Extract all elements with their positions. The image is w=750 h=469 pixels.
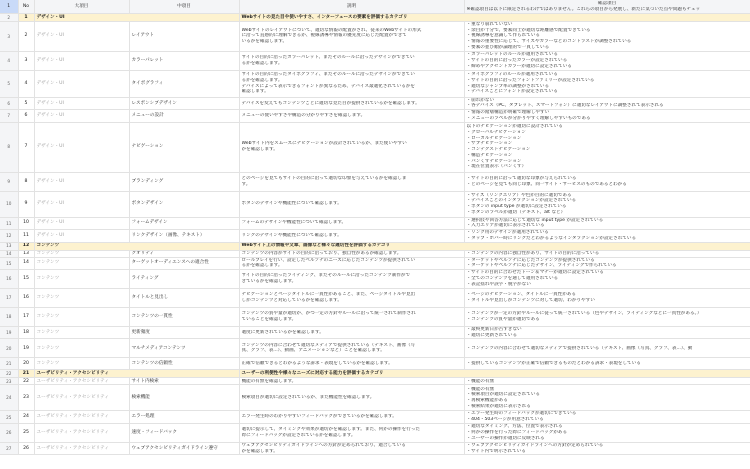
checklist-line: ・コンテンツの内容に独自性があり、サイトの目的に沿っている <box>466 250 600 256</box>
cell-subcategory[interactable]: ウェブアクセシビリティガイドライン遵守 <box>129 442 239 454</box>
table-row <box>0 423 750 442</box>
table-row <box>0 230 750 242</box>
cell-category[interactable]: デザイン・UI <box>34 217 129 229</box>
checklist-line: ・カラーパレットのルールが適用されている <box>466 52 559 58</box>
description-line: しがコンテンツと対応しているかを確認します。 <box>241 298 342 304</box>
cell-no[interactable]: 6 <box>18 110 34 122</box>
cell-no[interactable]: 11 <box>18 230 34 242</box>
row-number[interactable]: 17 <box>0 289 18 308</box>
section-title[interactable]: コンテンツ <box>34 242 239 250</box>
row-number[interactable]: 23 <box>0 378 18 385</box>
row-number[interactable]: 24 <box>0 385 18 411</box>
checklist-line: ・機能の有無 <box>466 378 495 384</box>
table-body <box>0 14 750 455</box>
cell-no[interactable]: 22 <box>18 378 34 385</box>
row-number[interactable]: 10 <box>0 191 18 217</box>
row-number[interactable]: 2 <box>0 14 18 22</box>
checklist-line: ・リンク用のデザインが適用されている <box>466 230 549 236</box>
section-row <box>0 242 750 250</box>
checklist-line: ・サブナビゲーション <box>466 141 513 147</box>
checklist-line: ・サイトの目的に合わせたトーン＆マナーが適切に設定されている <box>466 270 604 276</box>
cell-no[interactable]: 17 <box>18 308 34 327</box>
cell-subcategory[interactable]: リンクデザイン（画像、テキスト） <box>129 230 239 242</box>
cell-no[interactable]: 2 <box>18 22 34 52</box>
row-number[interactable]: 26 <box>0 423 18 442</box>
checklist-line: ・サイトの目的に沿って適切な印象が与えられている <box>466 175 577 181</box>
description-line: ボタンのデザインや機能性について確認します。 <box>241 201 342 207</box>
column-header-row <box>0 0 750 14</box>
row-number[interactable]: 16 <box>0 270 18 289</box>
checklist-line: ・検索結果が適切に表示される <box>466 403 531 409</box>
table-row <box>0 217 750 229</box>
description-line: 真、グラフ、表...）、動画、アニメーションなど）ことを確認します。 <box>241 348 385 354</box>
cell-description[interactable] <box>239 339 464 358</box>
cell-subcategory[interactable]: マルチメディアコンテンツ <box>129 339 239 358</box>
description-line: 適度に更新されているかを確認します。 <box>241 329 324 335</box>
cell-category[interactable]: コンテンツ <box>34 289 129 308</box>
checklist-line: ・全てのコンテンツを通して適用されている <box>466 276 559 282</box>
cell-subcategory[interactable]: レスポンシブデザイン <box>129 97 239 109</box>
cell-category[interactable]: デザイン・UI <box>34 172 129 191</box>
table-row <box>0 97 750 109</box>
checklist-line: ・締めやアクセントカラーが適切に設定されている <box>466 63 572 69</box>
description-line: ウェブアクセシビリティガイドラインへの方針が定められており、適合している <box>241 442 406 448</box>
cell-subcategory[interactable]: フォームデザイン <box>129 217 239 229</box>
section-title[interactable]: ユーザビリティ・アクセシビリティ <box>34 370 239 378</box>
header-subcategory[interactable]: 中項目 <box>129 0 239 14</box>
checklist-line: ・デバイスごとのインタラクションが設定されている <box>466 198 577 204</box>
table-row <box>0 110 750 122</box>
row-number[interactable]: 8 <box>0 122 18 172</box>
section-description[interactable]: ユーザーの利便性や様々なニーズに対応する能力を評価するカテゴリ <box>239 370 750 378</box>
cell-checklist[interactable] <box>464 97 750 109</box>
cell-no[interactable]: 1 <box>18 14 34 22</box>
row-number[interactable]: 13 <box>0 242 18 250</box>
checklist-line: ・再検索機能がある <box>466 397 508 403</box>
description-line: コンテンツの質や量が適切か、かつ一定の方針やルールに沿って統一されて制作され <box>241 311 416 317</box>
cell-description[interactable] <box>239 385 464 411</box>
checklist-line: ・要素の並び順が論理的で一貫している <box>466 44 550 50</box>
cell-checklist[interactable] <box>464 339 750 358</box>
cell-category[interactable]: コンテンツ <box>34 308 129 327</box>
checklist-line: ・視線誘導を意識して作られている <box>466 33 541 39</box>
cell-subcategory[interactable]: メニューの設計 <box>129 110 239 122</box>
cell-description[interactable] <box>239 411 464 423</box>
checklist-line: ・ボタンのラベルが適切（テキスト、alt など） <box>466 209 566 215</box>
checklist-line: ・コンテクストナビゲーション <box>466 147 531 153</box>
cell-subcategory[interactable]: タイポグラフィ <box>129 70 239 97</box>
checklist-line: ・メニューのラベルが分かりやすく理解しやすいものである <box>466 115 591 121</box>
row-number[interactable]: 15 <box>0 257 18 269</box>
cell-description[interactable] <box>239 250 464 257</box>
cell-checklist[interactable] <box>464 230 750 242</box>
table-row <box>0 442 750 454</box>
checklist-line: ・重なり崩れていない <box>466 22 513 27</box>
checklist-line: ・パンくずナビゲーション <box>466 158 522 164</box>
cell-checklist[interactable] <box>464 411 750 423</box>
cell-no[interactable]: 25 <box>18 423 34 442</box>
description-line: サイトの目的に沿ったタイポグラフィ、またそのルールに沿ったデザインができてい <box>241 72 415 78</box>
description-line: るかを確認します。 <box>241 77 283 83</box>
header-checklist-note: ※確認項目は以下に限定されるわけではありません。これらの項目から発展し、新たに気づいた点や問題もチェッ <box>466 6 701 12</box>
table-row <box>0 70 750 97</box>
description-line: 検索項目が適切に設定されているか、また機能性を確認します。 <box>241 395 375 401</box>
cell-checklist[interactable] <box>464 51 750 70</box>
row-number[interactable]: 19 <box>0 327 18 339</box>
cell-description[interactable] <box>239 22 464 52</box>
description-line: かを確認します。 <box>241 448 278 454</box>
cell-checklist[interactable] <box>464 70 750 97</box>
table-row <box>0 257 750 269</box>
cell-no[interactable]: 18 <box>18 327 34 339</box>
cell-category[interactable]: コンテンツ <box>34 270 129 289</box>
checklist-line: ・崩れがない <box>466 97 495 103</box>
cell-subcategory[interactable]: クオリティ <box>129 250 239 257</box>
header-no[interactable]: No <box>18 0 34 14</box>
table-row <box>0 250 750 257</box>
cell-category[interactable]: デザイン・UI <box>34 110 129 122</box>
checklist-line: 以下のナビゲーションが適切に設計されている <box>466 124 563 130</box>
description-line: きているかを確認します。 <box>241 279 297 285</box>
checklist-line: ・余白が十分で、要素同士が適切な距離感で配置できている <box>466 27 591 33</box>
cell-subcategory[interactable]: 速度・フィードバック <box>129 423 239 442</box>
cell-description[interactable] <box>239 97 464 109</box>
description-line: いるかを確認します。 <box>241 39 288 45</box>
description-line: ロールプレイを行い、設定したペルソナのニーズに応じたコンテンツが提供されてい <box>241 257 416 263</box>
description-line: リンクのデザインや機能性について確認します。 <box>241 232 342 238</box>
section-row <box>0 14 750 22</box>
checklist-line: ・ターゲットやペルソナに応じたデザイン、ライティングで作られている <box>466 263 617 269</box>
cell-subcategory[interactable]: タイトルと見出し <box>129 289 239 308</box>
cell-category[interactable]: デザイン・UI <box>34 97 129 109</box>
checklist-line: ・最終更新日が古すぎない <box>466 327 522 333</box>
checklist-line: ・ウェブアクセシビリティガイドラインへの方針が定められている <box>466 442 604 448</box>
cell-description[interactable] <box>239 257 464 269</box>
checklist-line: ・404・503ページが用意されている <box>466 417 544 423</box>
cell-checklist[interactable] <box>464 289 750 308</box>
checklist-line: ・コンテンツが一定の方針やルールに従って統一されている（色やデザイン、ライティングなどに一貫性がある。） <box>466 311 702 317</box>
cell-checklist[interactable] <box>464 217 750 229</box>
checklist-line: ・サイトの目的に沿ったカラーが設定されている <box>466 57 568 63</box>
checklist-line: ・表記揺れや誤字・脱字がない <box>466 281 531 287</box>
cell-checklist[interactable] <box>464 378 750 385</box>
cell-no[interactable]: 26 <box>18 442 34 454</box>
checklist-line: ・ターゲットやペルソナに応じたコンテンツが提供されている <box>466 257 595 263</box>
cell-category[interactable]: デザイン・UI <box>34 51 129 70</box>
checklist-line: ・ページのナビゲーション、タイトルに一貫性がある <box>466 292 577 298</box>
cell-no[interactable]: 5 <box>18 97 34 109</box>
checklist-line: ・グローバルナビゲーション <box>466 129 526 135</box>
cell-category[interactable]: デザイン・UI <box>34 230 129 242</box>
description-line: 適切に提示して、タイミングや効果が適切かを確認します。また、何かの操作を行った <box>241 427 421 433</box>
cell-category[interactable]: デザイン・UI <box>34 191 129 217</box>
cell-checklist[interactable] <box>464 191 750 217</box>
checklist-line: ・提供しているコンテンツが正確で信頼できるものだとわかる訴求・表現をしている <box>466 361 641 367</box>
checklist-line: ・選択肢や回答方法に応じて適切な input type が設定されている <box>466 217 604 223</box>
cell-description[interactable] <box>239 230 464 242</box>
cell-checklist[interactable] <box>464 308 750 327</box>
table-row <box>0 270 750 289</box>
cell-category[interactable]: デザイン・UI <box>34 70 129 97</box>
checklist-line: ・ボタンの input type が適切に設定されている <box>466 204 567 210</box>
cell-checklist[interactable] <box>464 257 750 269</box>
table-row <box>0 308 750 327</box>
description-line: す。 <box>241 181 251 187</box>
row-number[interactable]: 14 <box>0 250 18 257</box>
description-line: るかを確認します。 <box>241 60 283 66</box>
table-row <box>0 339 750 358</box>
cell-description[interactable] <box>239 327 464 339</box>
table-row <box>0 378 750 385</box>
checklist-line: ・タイポグラフィのルールが適用されている <box>466 72 558 78</box>
cell-category[interactable]: ユーザビリティ・アクセシビリティ <box>34 378 129 385</box>
checklist-line: ・サイズ（リンクエリア）や色が目的に適切である <box>466 192 572 198</box>
checklist-line: ・入力エリアが適切に表示されている <box>466 223 545 229</box>
checklist-line: ・ユーザーの操作が適切に反映される <box>466 435 545 441</box>
row-number[interactable]: 9 <box>0 172 18 191</box>
row-number[interactable]: 22 <box>0 370 18 378</box>
cell-no[interactable]: 14 <box>18 257 34 269</box>
cell-category[interactable]: ユーザビリティ・アクセシビリティ <box>34 385 129 411</box>
checklist-line: ・タイトルや見出しがコンテンツに対して適切、わかりやすい <box>466 298 595 304</box>
cell-description[interactable] <box>239 110 464 122</box>
cell-description[interactable] <box>239 51 464 70</box>
section-title[interactable]: デザイン・UI <box>34 14 239 22</box>
cell-checklist[interactable] <box>464 110 750 122</box>
table-row <box>0 327 750 339</box>
cell-category[interactable]: ユーザビリティ・アクセシビリティ <box>34 411 129 423</box>
description-line: デバイスを変えてもコンテンツごとに適切な見た目が提供されているかを確認します。 <box>241 100 420 106</box>
checklist-line: ・情報の階層構造が明確で理解しやすい <box>466 110 550 116</box>
cell-category[interactable]: コンテンツ <box>34 339 129 358</box>
cell-description[interactable] <box>239 289 464 308</box>
cell-no[interactable]: 10 <box>18 217 34 229</box>
cell-subcategory[interactable]: エラー処理 <box>129 411 239 423</box>
description-line: サイトの目的に沿ったライティング、またそのルールに沿ったコンテンツ制作がで <box>241 273 411 279</box>
row-number[interactable]: 20 <box>0 339 18 358</box>
checklist-line: ・検索項目が適切に設定されている <box>466 392 541 398</box>
cell-no[interactable]: 16 <box>18 289 34 308</box>
checklist-line: ・デバイスごとにフォントが設定されている <box>466 89 558 95</box>
cell-subcategory[interactable]: 検索機能 <box>129 385 239 411</box>
description-line: サイトの目的に沿ったカラーパレット、またそのルールに沿ったデザインができてい <box>241 54 415 60</box>
cell-checklist[interactable] <box>464 442 750 454</box>
cell-checklist[interactable] <box>464 270 750 289</box>
header-category[interactable]: 大項目 <box>34 0 129 14</box>
cell-description[interactable] <box>239 358 464 370</box>
checklist-line: ・現在位置表示（パンくず） <box>466 164 527 170</box>
cell-no[interactable]: 23 <box>18 385 34 411</box>
cell-no[interactable]: 4 <box>18 70 34 97</box>
header-checklist-title: 確認項目 <box>597 1 617 7</box>
cell-description[interactable] <box>239 191 464 217</box>
checklist-line: ・サイト内で明示されている <box>466 448 526 454</box>
checklist-line: ・情報の重要性に応じて、サイズやカラーなどのコントラストが調整されている <box>466 39 632 45</box>
row-number[interactable]: 18 <box>0 308 18 327</box>
cell-subcategory[interactable]: カラーパレット <box>129 51 239 70</box>
table-row <box>0 358 750 370</box>
cell-subcategory[interactable]: サイト内検索 <box>129 378 239 385</box>
cell-no[interactable]: 21 <box>18 370 34 378</box>
description-line: メニューの使いやすさや構造の分かりやすさを確認します。 <box>241 113 366 118</box>
description-line: コンテンツの内容に合わせて適切なメディアで提供されている（テキスト、画像（写 <box>241 342 416 348</box>
description-line: エラー発生時のわかりやすいフィードバックができているかを確認します。 <box>241 414 397 420</box>
description-line: Webサイトのレイアウトについて、適切な情報の配置がされ、従来のWebサイトの形式 <box>241 27 422 33</box>
checklist-line: ・コンテンツの内容に合わせて適切なメディアで提供されている（テキスト、画像（写真、グラフ、表...）、動 <box>466 345 693 351</box>
table-row <box>0 411 750 423</box>
description-line: 機能の有無を確認します。 <box>241 378 297 384</box>
cell-no[interactable]: 20 <box>18 358 34 370</box>
cell-subcategory[interactable]: ターゲットオーディエンスへの適合性 <box>129 257 239 269</box>
cell-no[interactable]: 7 <box>18 122 34 172</box>
checklist-line: ・何かの操作を行った際にフィードバックがある <box>466 430 568 436</box>
table-row <box>0 385 750 411</box>
description-line: どのページを見てもサイトの目的に沿って適切な印象を与えているかを確認しま <box>241 175 407 181</box>
checklist-line: ・適切に更新されている <box>466 332 518 338</box>
cell-category[interactable]: コンテンツ <box>34 257 129 269</box>
table-row <box>0 289 750 308</box>
description-line: 正確で信頼できるとわかるような訴求・表現をしているかを確認します。 <box>241 361 393 367</box>
cell-description[interactable] <box>239 270 464 289</box>
row-number[interactable]: 21 <box>0 358 18 370</box>
checklist-line: ・構造ナビゲーション <box>466 152 513 158</box>
checklist-line: ・どのページを見ても同じ印象、同一サイト・サービスのものであるとわかる <box>466 181 627 187</box>
cell-category[interactable]: コンテンツ <box>34 327 129 339</box>
cell-checklist[interactable] <box>464 250 750 257</box>
cell-checklist[interactable] <box>464 122 750 172</box>
table-row <box>0 22 750 52</box>
checklist-line: ・サイトの目的に沿ったフォントファミリーが設定されている <box>466 77 595 83</box>
cell-checklist[interactable] <box>464 22 750 52</box>
checklist-line: ・機能の有無 <box>466 386 495 392</box>
row-number[interactable]: 4 <box>0 51 18 70</box>
description-line: コンテンツの内容がサイトの目的に沿っており、独自性があるか確認します。 <box>241 250 402 256</box>
cell-no[interactable]: 8 <box>18 172 34 191</box>
cell-category[interactable]: デザイン・UI <box>34 22 129 52</box>
description-line: るかを確認します。 <box>241 263 283 269</box>
cell-category[interactable]: ユーザビリティ・アクセシビリティ <box>34 442 129 454</box>
description-line: フォームのデザインや機能性について確認します。 <box>241 220 347 226</box>
corner-cell[interactable] <box>0 0 18 14</box>
cell-subcategory[interactable]: 更新頻度 <box>129 327 239 339</box>
section-description[interactable]: Webサイト上の情報や文章、画像など様々な適切性を評価するカテゴリ <box>239 242 750 250</box>
table-row <box>0 51 750 70</box>
cell-description[interactable] <box>239 172 464 191</box>
description-line: 確認します。 <box>241 89 269 95</box>
cell-checklist[interactable] <box>464 327 750 339</box>
table-row <box>0 172 750 191</box>
description-line: に沿って直感的に理解できるか、視線誘導や情報の優先度に応じた配置ができて <box>241 33 407 39</box>
cell-category[interactable]: ユーザビリティ・アクセシビリティ <box>34 423 129 442</box>
checklist-line: ・適切なジャンプ率の調整がされている <box>466 83 550 89</box>
row-number[interactable]: 5 <box>0 70 18 97</box>
description-line: ナビゲーションとページタイトルに一貫性があること、また、ページタイトルや見出 <box>241 292 416 298</box>
section-row <box>0 370 750 378</box>
cell-checklist[interactable] <box>464 423 750 442</box>
description-line: 際にフィードバックが設定されているかを確認します。 <box>241 432 356 438</box>
header-description[interactable]: 説明 <box>239 0 464 14</box>
description-line: かを確認します。 <box>241 147 278 153</box>
section-description[interactable]: Webサイトの見た目や使いやすさ、インターフェースの要素を評価するカテゴリ <box>239 14 750 22</box>
checklist-line: ・各デバイス（PC、タブレット、スマートフォン）に適切なレイアウトに調整されて表示される <box>466 103 664 109</box>
description-line: Webサイト内をスムーズにナビゲーションが設計されているか、また使いやすい <box>241 141 407 147</box>
row-number[interactable]: 6 <box>0 97 18 109</box>
cell-description[interactable] <box>239 423 464 442</box>
cell-no[interactable]: 24 <box>18 411 34 423</box>
row-number[interactable]: 12 <box>0 230 18 242</box>
cell-subcategory[interactable]: レイアウト <box>129 22 239 52</box>
cell-no[interactable]: 19 <box>18 339 34 358</box>
row-number[interactable]: 3 <box>0 22 18 52</box>
row-number[interactable]: 7 <box>0 110 18 122</box>
cell-no[interactable]: 13 <box>18 250 34 257</box>
cell-subcategory[interactable]: ライティング <box>129 270 239 289</box>
row-number[interactable]: 11 <box>0 217 18 229</box>
cell-subcategory[interactable]: ナビゲーション <box>129 122 239 172</box>
table-row <box>0 122 750 172</box>
row-number[interactable]: 27 <box>0 442 18 454</box>
cell-no[interactable]: 12 <box>18 242 34 250</box>
cell-checklist[interactable] <box>464 172 750 191</box>
header-checklist[interactable] <box>464 0 750 14</box>
checklist-line: ・タップ・ホバー時にリンクだとわかるようなインタラクションが設定されている <box>466 235 637 241</box>
cell-subcategory[interactable]: ブランディング <box>129 172 239 191</box>
cell-checklist[interactable] <box>464 358 750 370</box>
checklist-line: ・コンテンツの質や量が適切である <box>466 317 540 323</box>
cell-category[interactable]: コンテンツ <box>34 250 129 257</box>
checklist-line: ・適切なタイミング、方法、位置で表示される <box>466 424 563 430</box>
cell-description[interactable] <box>239 308 464 327</box>
description-line: デバイスによって表示できるフォントが異なるため、デバイス最適化されているかを <box>241 83 416 89</box>
checklist-line: ・エラー発生時のフィードバックが適切にできている <box>466 411 577 417</box>
cell-no[interactable]: 9 <box>18 191 34 217</box>
row-number[interactable]: 25 <box>0 411 18 423</box>
cell-category[interactable]: コンテンツ <box>34 358 129 370</box>
cell-description[interactable] <box>239 442 464 454</box>
description-line: ていることを確認します。 <box>241 317 297 323</box>
checklist-line: ・ローカルナビゲーション <box>466 135 522 141</box>
cell-no[interactable]: 3 <box>18 51 34 70</box>
row-number-1: 1 <box>7 3 11 9</box>
cell-description[interactable] <box>239 70 464 97</box>
cell-description[interactable] <box>239 217 464 229</box>
cell-category[interactable]: デザイン・UI <box>34 122 129 172</box>
cell-description[interactable] <box>239 378 464 385</box>
cell-description[interactable] <box>239 122 464 172</box>
cell-checklist[interactable] <box>464 385 750 411</box>
table-row <box>0 191 750 217</box>
cell-subcategory[interactable]: コンテンツの信頼性 <box>129 358 239 370</box>
cell-subcategory[interactable]: ボタンデザイン <box>129 191 239 217</box>
cell-subcategory[interactable]: コンテンツの一貫性 <box>129 308 239 327</box>
cell-no[interactable]: 15 <box>18 270 34 289</box>
